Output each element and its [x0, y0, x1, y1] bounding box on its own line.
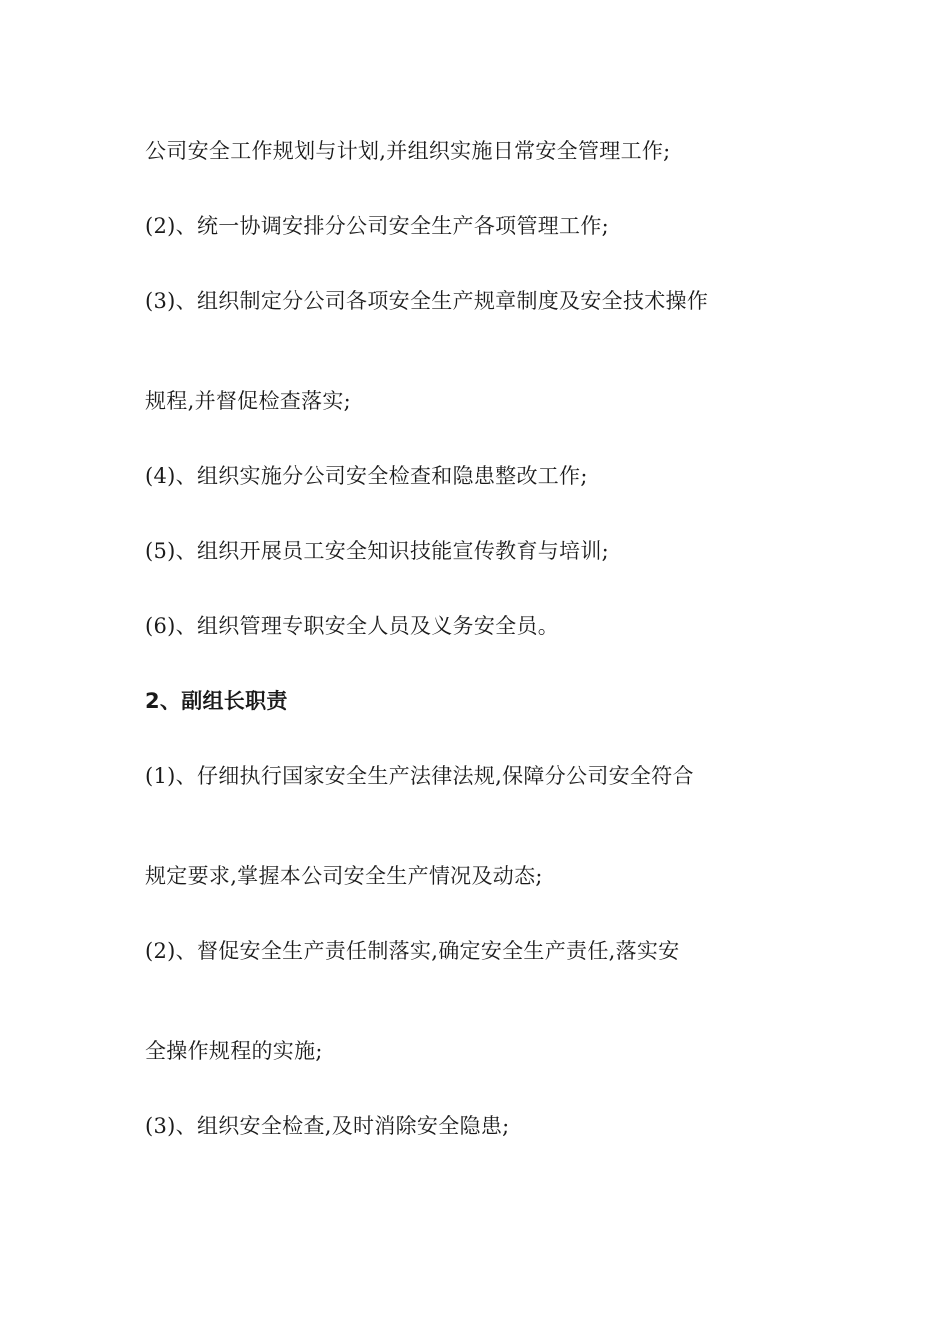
- section-heading: 2、副组长职责: [145, 689, 288, 713]
- paragraph-line: 规定要求,掌握本公司安全生产情况及动态;: [145, 864, 543, 888]
- list-item: (3)、组织制定分公司各项安全生产规章制度及安全技术操作: [145, 289, 709, 313]
- list-item: (3)、组织安全检查,及时消除安全隐患;: [145, 1114, 510, 1138]
- list-item: (1)、仔细执行国家安全生产法律法规,保障分公司安全符合: [145, 764, 694, 788]
- paragraph-line: 规程,并督促检查落实;: [145, 389, 352, 413]
- list-item: (2)、督促安全生产责任制落实,确定安全生产责任,落实安: [145, 939, 680, 963]
- paragraph-line: 全操作规程的实施;: [145, 1039, 323, 1063]
- paragraph-line: 公司安全工作规划与计划,并组织实施日常安全管理工作;: [145, 139, 671, 163]
- list-item: (2)、统一协调安排分公司安全生产各项管理工作;: [145, 214, 610, 238]
- list-item: (5)、组织开展员工安全知识技能宣传教育与培训;: [145, 539, 610, 563]
- list-item: (4)、组织实施分公司安全检查和隐患整改工作;: [145, 464, 588, 488]
- list-item: (6)、组织管理专职安全人员及义务安全员。: [145, 614, 560, 638]
